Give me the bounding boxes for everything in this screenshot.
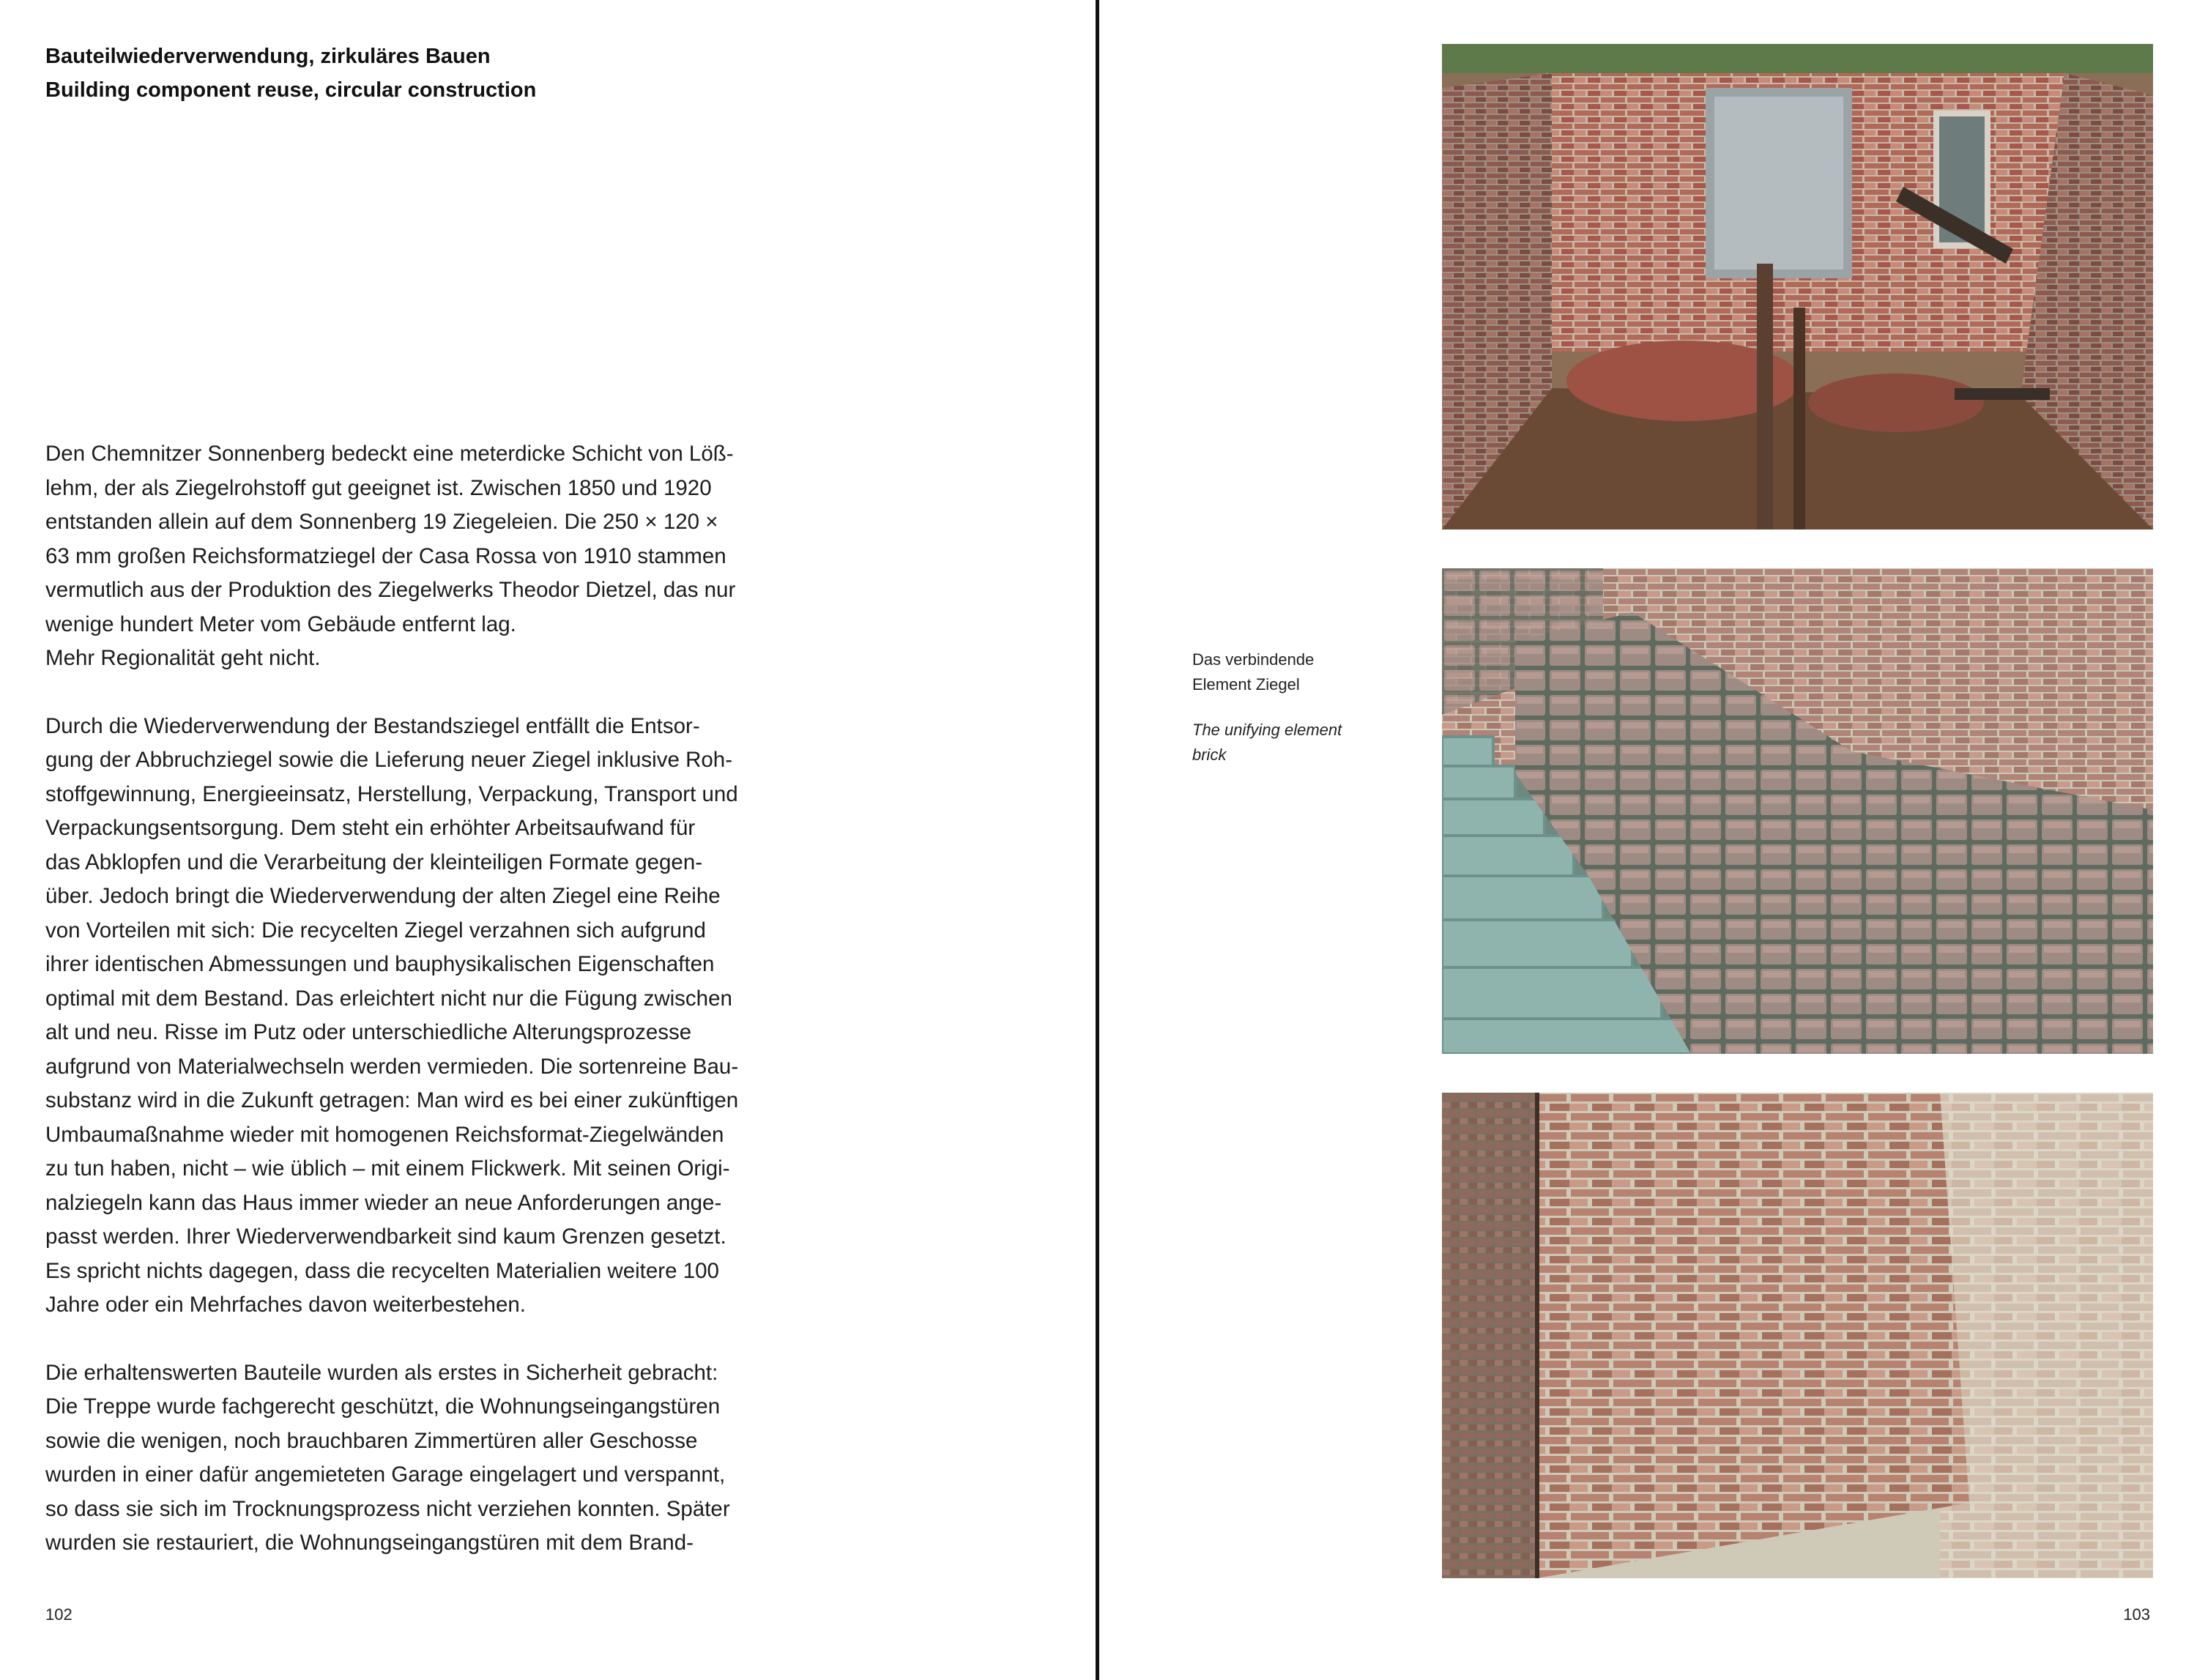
text-line: so dass sie sich im Trocknungsprozess nicht verziehen konnten. Später (45, 1496, 730, 1521)
text-line: von Vorteilen mit sich: Die recycelten Ziegel verzahnen sich aufgrund (45, 918, 706, 943)
text-line: vermutlich aus der Produktion des Ziegelwerks Theodor Dietzel, das nur (45, 578, 736, 602)
photo-brick-stacks-staircase (1442, 568, 2153, 1054)
text-line: Die erhaltenswerten Bauteile wurden als erstes in Sicherheit gebracht: (45, 1360, 718, 1385)
text-line: Die Treppe wurde fachgerecht geschützt, die Wohnungseingangstüren (45, 1394, 721, 1419)
photo-gutted-building-image (1442, 44, 2153, 529)
text-line: aufgrund von Materialwechseln werden vermieden. Die sortenreine Bau- (45, 1054, 739, 1079)
section-heading (45, 40, 851, 107)
paragraph-2 (45, 710, 763, 1323)
photo-gutted-building (1442, 44, 2153, 529)
text-line: wenige hundert Meter vom Gebäude entfernt lag. (45, 612, 516, 636)
text-line: passt werden. Ihrer Wiederverwendbarkeit sind kaum Grenzen gesetzt. (45, 1224, 726, 1249)
text-line: über. Jedoch bringt die Wiederverwendung der alten Ziegel eine Reihe (45, 884, 721, 908)
text-line: Es spricht nichts dagegen, dass die recycelten Materialien weitere 100 (45, 1258, 719, 1283)
text-line: lehm, der als Ziegelrohstoff gut geeignet ist. Zwischen 1850 und 1920 (45, 475, 712, 500)
text-line: optimal mit dem Bestand. Das erleichtert nicht nur die Fügung zwischen (45, 986, 732, 1011)
text-line: stoffgewinnung, Energieeinsatz, Herstellung, Verpackung, Transport und (45, 781, 738, 806)
page-number-right: 103 (2123, 1605, 2150, 1624)
heading-german: Bauteilwiederverwendung, zirkuläres Bauen (45, 45, 491, 68)
caption-line: brick (1192, 746, 1227, 764)
text-line: sowie die wenigen, noch brauchbaren Zimmertüren aller Geschosse (45, 1428, 698, 1453)
caption-line: Das verbindende (1192, 650, 1315, 669)
text-line: 63 mm großen Reichsformatziegel der Casa Rossa von 1910 stammen (45, 543, 726, 568)
text-line: nalziegeln kann das Haus immer wieder an neue Anforderungen ange- (45, 1190, 722, 1215)
caption-line: The unifying element (1192, 721, 1342, 739)
text-line: Mehr Regionalität geht nicht. (45, 646, 321, 670)
text-line: ihrer identischen Abmessungen und bauphysikalischen Eigenschaften (45, 952, 715, 976)
text-line: gung der Abbruchziegel sowie die Lieferung neuer Ziegel inklusive Roh- (45, 748, 733, 772)
right-page (1100, 0, 2197, 1680)
caption-line: Element Ziegel (1192, 675, 1300, 694)
text-line: Verpackungsentsorgung. Dem steht ein erhöhter Arbeitsaufwand für (45, 816, 696, 840)
text-line: substanz wird in die Zukunft getragen: Man wird es bei einer zukünftigen (45, 1088, 739, 1112)
body-text (45, 437, 763, 1594)
left-page (0, 0, 1097, 1680)
text-line: zu tun haben, nicht – wie üblich – mit einem Flickwerk. Mit seinen Origi- (45, 1156, 730, 1181)
text-line: Durch die Wiederverwendung der Bestandsziegel entfällt die Entsor- (45, 713, 700, 738)
caption-german (1192, 647, 1368, 697)
text-line: wurden sie restauriert, die Wohnungseingangstüren mit dem Brand- (45, 1531, 694, 1555)
page-number-left: 102 (45, 1605, 73, 1624)
text-line: Umbaumaßnahme wieder mit homogenen Reichsformat-Ziegelwänden (45, 1122, 724, 1147)
photo-brick-stacks-image (1442, 568, 2153, 1054)
paragraph-3 (45, 1356, 763, 1561)
text-line: alt und neu. Risse im Putz oder unterschiedliche Alterungsprozesse (45, 1020, 692, 1044)
heading-english: Building component reuse, circular construction (45, 78, 537, 102)
image-caption (1192, 647, 1368, 767)
text-line: Jahre oder ein Mehrfaches davon weiterbestehen. (45, 1293, 526, 1317)
text-line: das Abklopfen und die Verarbeitung der kleinteiligen Formate gegen- (45, 850, 703, 874)
photo-brick-wall-corner-image (1442, 1093, 2153, 1578)
text-line: wurden in einer dafür angemieteten Garage eingelagert und verspannt, (45, 1462, 726, 1487)
caption-english (1192, 718, 1368, 767)
paragraph-1 (45, 437, 763, 676)
photo-brick-wall-corner (1442, 1093, 2153, 1578)
text-line: entstanden allein auf dem Sonnenberg 19 Ziegeleien. Die 250 × 120 × (45, 510, 718, 534)
text-line: Den Chemnitzer Sonnenberg bedeckt eine meterdicke Schicht von Löß- (45, 442, 734, 466)
book-gutter (1096, 0, 1099, 1680)
